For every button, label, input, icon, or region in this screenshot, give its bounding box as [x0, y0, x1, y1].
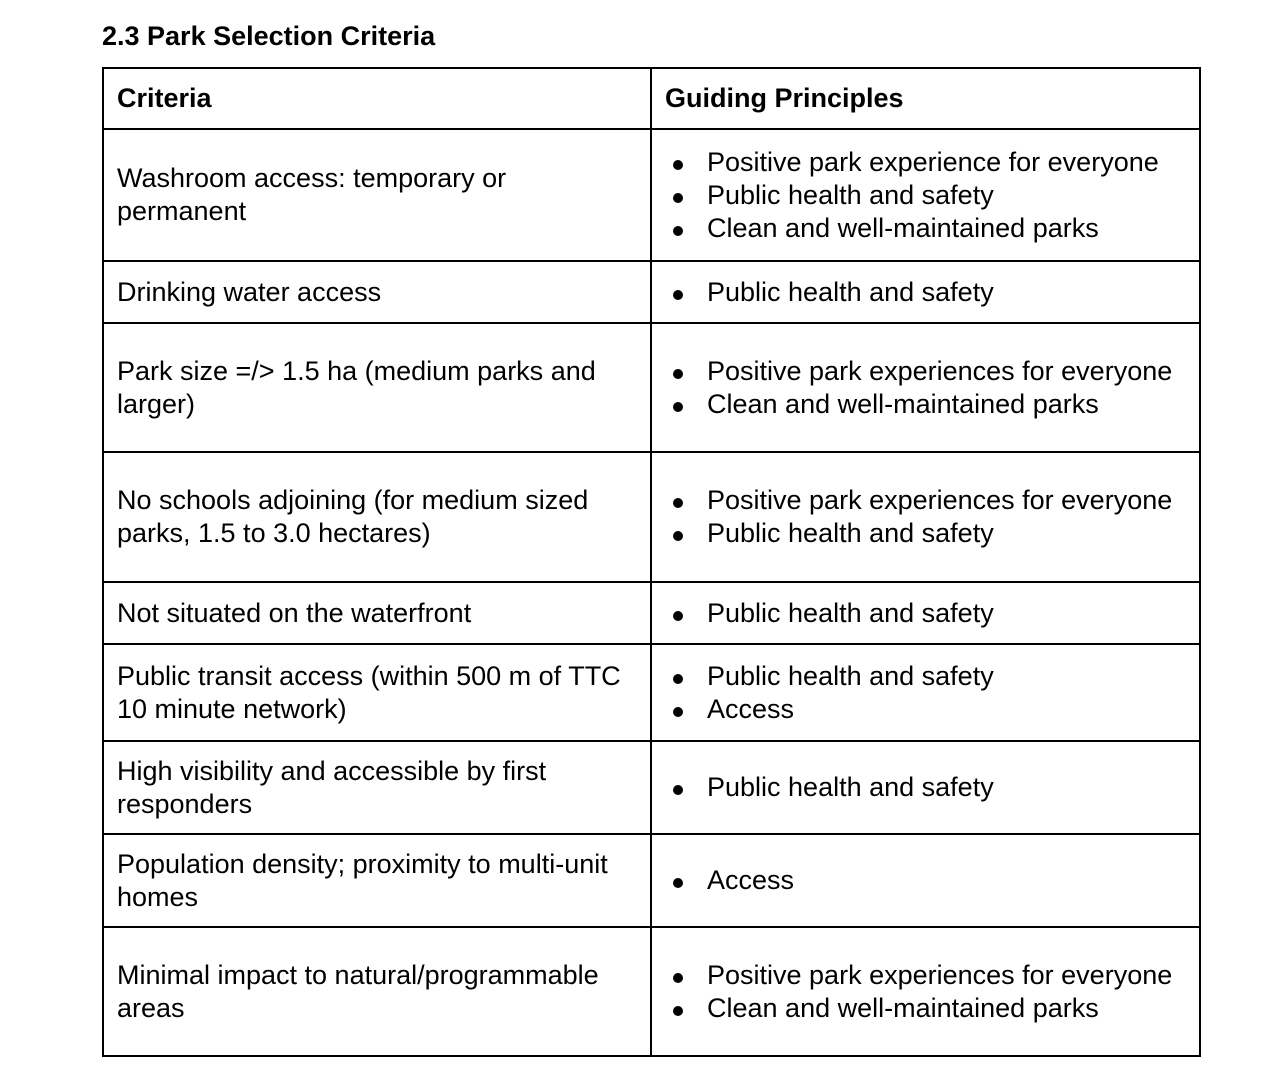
table-row [103, 582, 1200, 644]
principle-item: Public health and safety [665, 179, 1187, 212]
principles-cell [651, 261, 1200, 323]
criteria-cell: Park size =/> 1.5 ha (medium parks and larger) [103, 323, 651, 452]
principle-item: Public health and safety [665, 660, 1187, 693]
table-row [103, 129, 1200, 261]
principles-list [665, 660, 1187, 726]
principles-cell [651, 644, 1200, 741]
principle-item: Positive park experiences for everyone [665, 959, 1187, 992]
principle-item: Public health and safety [665, 517, 1187, 550]
principle-item: Positive park experience for everyone [665, 146, 1187, 179]
principles-cell [651, 323, 1200, 452]
column-header-guiding-principles: Guiding Principles [651, 68, 1200, 129]
principles-list [665, 146, 1187, 245]
criteria-cell: Not situated on the waterfront [103, 582, 651, 644]
criteria-table [102, 67, 1201, 1057]
principles-cell [651, 834, 1200, 927]
principles-list [665, 959, 1187, 1025]
principles-cell [651, 741, 1200, 834]
table-row [103, 452, 1200, 582]
principles-list [665, 355, 1187, 421]
principle-item: Access [665, 693, 1187, 726]
principles-cell [651, 582, 1200, 644]
table-row [103, 834, 1200, 927]
principles-cell [651, 452, 1200, 582]
principle-item: Clean and well-maintained parks [665, 992, 1187, 1025]
principles-list [665, 484, 1187, 550]
principle-item: Public health and safety [665, 276, 1187, 309]
principles-list [665, 276, 1187, 309]
principle-item: Clean and well-maintained parks [665, 388, 1187, 421]
criteria-cell: Public transit access (within 500 m of TTC 10 minute network) [103, 644, 651, 741]
criteria-cell: Population density; proximity to multi-unit homes [103, 834, 651, 927]
table-row [103, 323, 1200, 452]
principle-item: Positive park experiences for everyone [665, 484, 1187, 517]
criteria-cell: High visibility and accessible by first responders [103, 741, 651, 834]
principles-cell [651, 129, 1200, 261]
table-row [103, 741, 1200, 834]
section-title: 2.3 Park Selection Criteria [102, 21, 436, 51]
principles-list [665, 864, 1187, 897]
principle-item: Public health and safety [665, 597, 1187, 630]
column-header-criteria: Criteria [103, 68, 651, 129]
principle-item: Clean and well-maintained parks [665, 212, 1187, 245]
principles-cell [651, 927, 1200, 1056]
principles-list [665, 771, 1187, 804]
table-row [103, 644, 1200, 741]
criteria-cell: Washroom access: temporary or permanent [103, 129, 651, 261]
criteria-cell: No schools adjoining (for medium sized parks, 1.5 to 3.0 hectares) [103, 452, 651, 582]
principles-list [665, 597, 1187, 630]
table-header-row [103, 68, 1200, 129]
principle-item: Access [665, 864, 1187, 897]
table-row [103, 261, 1200, 323]
principle-item: Public health and safety [665, 771, 1187, 804]
criteria-cell: Minimal impact to natural/programmable areas [103, 927, 651, 1056]
table-row [103, 927, 1200, 1056]
criteria-cell: Drinking water access [103, 261, 651, 323]
principle-item: Positive park experiences for everyone [665, 355, 1187, 388]
